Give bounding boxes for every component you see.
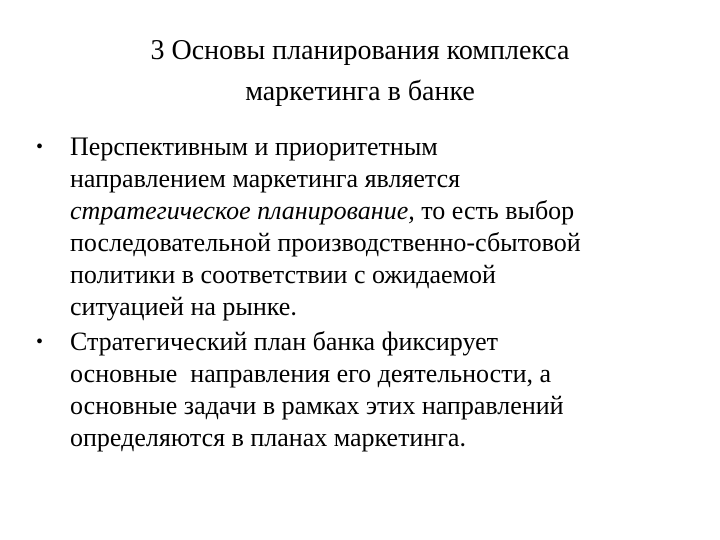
bullet-2-line-1: Стратегический план банка фиксирует bbox=[70, 327, 499, 356]
bullet-2-line-3: основные задачи в рамках этих направлений bbox=[70, 391, 564, 420]
bullet-1-line-5: политики в соответствии с ожидаемой bbox=[70, 260, 496, 289]
bullet-item-1 bbox=[36, 131, 696, 323]
emphasis-strategic-planning: стратегическое планирование, bbox=[70, 196, 415, 225]
bullet-dot-icon: • bbox=[36, 331, 44, 353]
slide-title-line-2: маркетинга в банке bbox=[245, 76, 475, 107]
slide-title-line-1: 3 Основы планирования комплекса bbox=[150, 35, 570, 66]
bullet-2-line-2: основные направления его деятельности, а bbox=[70, 359, 552, 388]
bullet-1-line-1: Перспективным и приоритетным bbox=[70, 132, 438, 161]
slide-title bbox=[40, 30, 680, 112]
bullet-item-2 bbox=[36, 326, 696, 454]
bullet-1-line-3-rest: то есть выбор bbox=[414, 196, 575, 225]
bullet-1-line-6: ситуацией на рынке. bbox=[70, 292, 297, 321]
bullet-1-line-4: последовательной производственно-сбытовой bbox=[70, 228, 581, 257]
bullet-2-line-4: определяются в планах маркетинга. bbox=[70, 423, 466, 452]
bullet-list bbox=[36, 131, 696, 457]
bullet-1-line-2: направлением маркетинга является bbox=[70, 164, 461, 193]
bullet-1-line-3 bbox=[70, 195, 696, 227]
bullet-dot-icon: • bbox=[36, 136, 44, 158]
